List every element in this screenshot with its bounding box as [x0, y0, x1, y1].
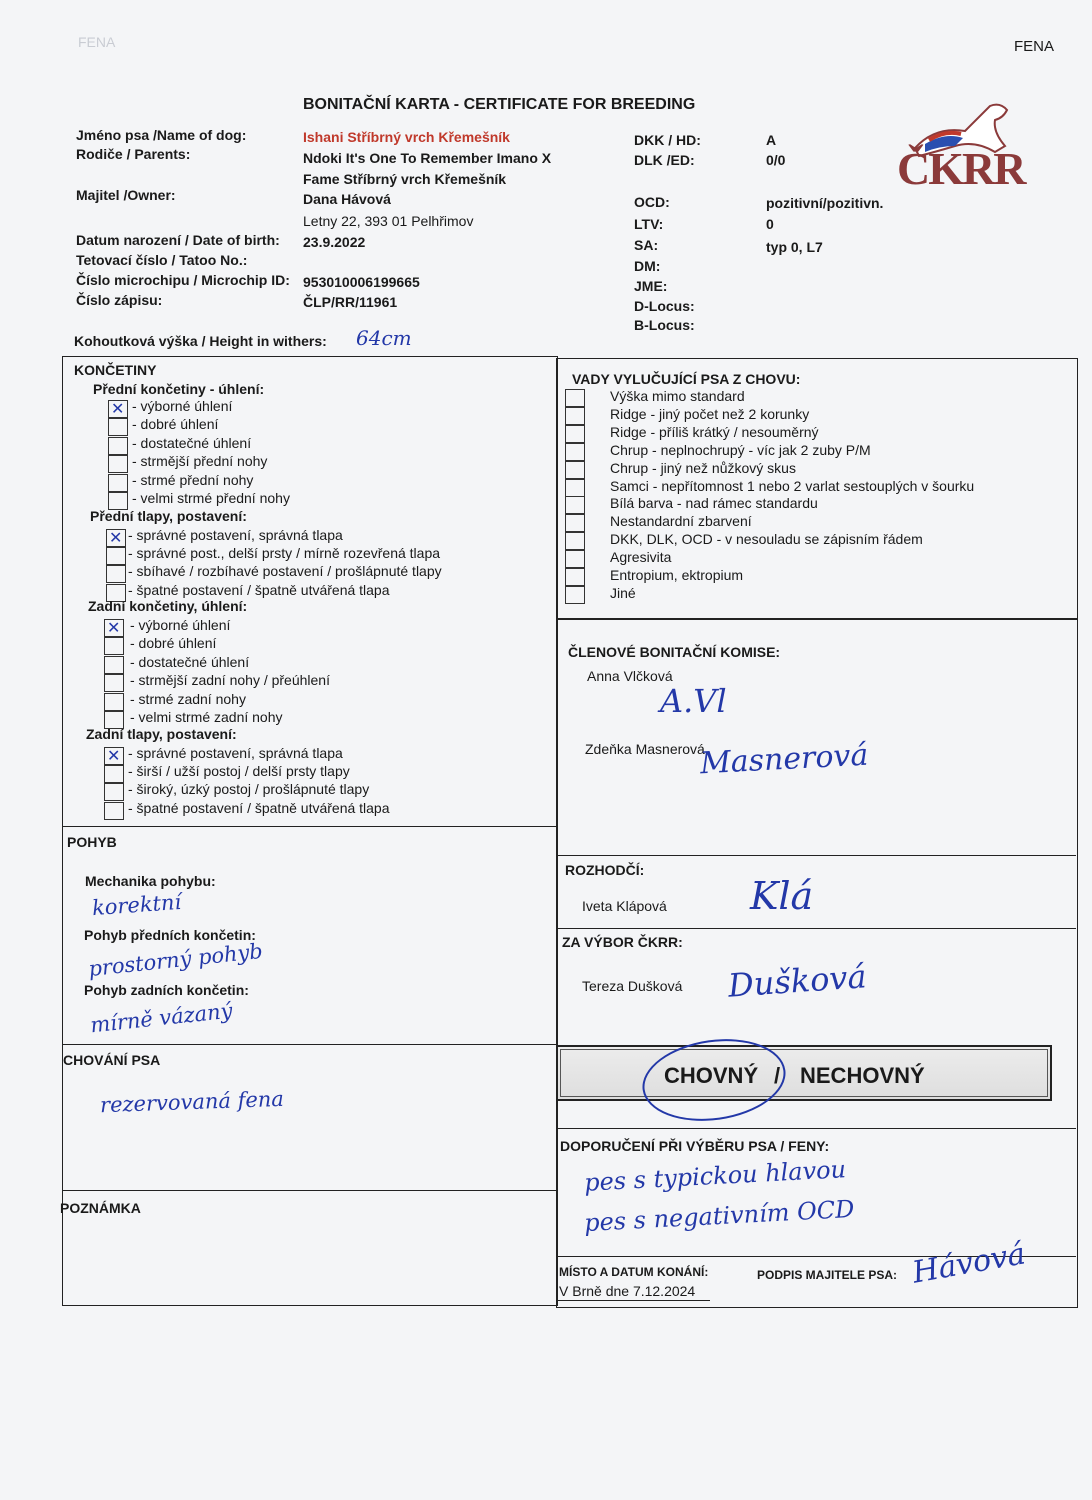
fault-item-6: Bílá barva - nad rámec standardu — [610, 495, 818, 512]
dlocus-label: D-Locus: — [634, 298, 695, 314]
divider-judge — [556, 855, 1076, 856]
divider-note — [62, 1190, 556, 1191]
front-angle-option-3: - strmější přední nohy — [132, 453, 268, 470]
member1-name: Anna Vlčková — [587, 668, 673, 684]
sa-label: SA: — [634, 237, 659, 253]
front-angle-option-4: - strmé přední nohy — [132, 471, 254, 488]
rear-feet-checkbox-2[interactable] — [104, 783, 124, 801]
dkk-value: A — [766, 132, 777, 148]
place-underline — [556, 1300, 710, 1301]
fault-item-7: Nestandardní zbarvení — [610, 513, 752, 530]
check-mark-icon: ✕ — [111, 401, 125, 418]
logo-text: ČKRR — [897, 143, 1025, 194]
check-mark-icon: ✕ — [107, 748, 121, 765]
owner-label: Majitel /Owner: — [76, 187, 176, 203]
owner-name: Dana Hávová — [303, 191, 391, 207]
front-angle-title: Přední končetiny - úhlení: — [93, 381, 265, 397]
fault-checkbox-10[interactable] — [565, 568, 585, 586]
rear-angle-option-5: - velmi strmé zadní nohy — [130, 709, 283, 725]
front-angle-checkbox-2[interactable] — [108, 437, 128, 455]
judge-signature: Klá — [750, 874, 814, 918]
front-feet-option-1: - správné post., delší prsty / mírně rozevřená tlapa — [128, 545, 441, 562]
mechanics-value: korektní — [91, 889, 182, 921]
birth-date: 23.9.2022 — [303, 234, 366, 250]
dam-name: Fame Stříbrný vrch Křemešník — [303, 171, 507, 187]
divider-behavior — [62, 1044, 556, 1045]
fault-checkbox-0[interactable] — [565, 389, 585, 407]
front-feet-checkbox-1[interactable] — [106, 547, 126, 565]
jme-label: JME: — [634, 278, 668, 294]
name-label: Jméno psa /Name of dog: — [76, 127, 247, 143]
rear-feet-checkbox-1[interactable] — [104, 765, 124, 783]
divider-ckrr — [556, 928, 1076, 929]
ckrr-heading: ZA VÝBOR ČKRR: — [562, 934, 683, 950]
verdict-separator: / — [774, 1063, 781, 1088]
place-value: V Brně dne 7.12.2024 — [559, 1283, 696, 1299]
rear-angle-option-2: - dostatečné úhlení — [130, 653, 250, 670]
divider-recommend — [556, 1128, 1076, 1129]
rear-angle-checkbox-0[interactable] — [104, 619, 124, 637]
fault-item-1: Ridge - jiný počet než 2 korunky — [610, 405, 810, 422]
front-movement-label: Pohyb předních končetin: — [84, 927, 256, 943]
dlk-value: 0/0 — [766, 152, 786, 168]
dkk-label: DKK / HD: — [634, 132, 701, 148]
rear-movement-label: Pohyb zadních končetin: — [84, 982, 249, 998]
front-angle-option-2: - dostatečné úhlení — [132, 434, 252, 451]
verdict-breeding: CHOVNÝ — [664, 1063, 759, 1088]
fault-item-4: Chrup - jiný než nůžkový skus — [610, 459, 796, 476]
fault-checkbox-4[interactable] — [565, 461, 585, 479]
front-feet-option-2: - sbíhavé / rozbíhavé postavení / prošlápnuté tlapy — [128, 563, 442, 580]
rear-feet-option-2: - široký, úzký postoj / prošlápnuté tlapy — [128, 781, 370, 798]
birth-label: Datum narození / Date of birth: — [76, 232, 280, 248]
divider-pohyb — [62, 826, 556, 827]
dog-name: Ishani Stříbrný vrch Křemešník — [303, 129, 510, 145]
front-feet-option-3: - špatné postavení / špatně utvářená tlapa — [128, 581, 390, 598]
dm-label: DM: — [634, 258, 661, 274]
limbs-heading: KONČETINY — [74, 362, 157, 378]
chip-label: Číslo microchipu / Microchip ID: — [76, 272, 290, 288]
rear-angle-option-0: - výborné úhlení — [130, 617, 231, 633]
place-label: MÍSTO A DATUM KONÁNÍ: — [559, 1265, 709, 1279]
rear-angle-option-3: - strmější zadní nohy / přeúhlení — [130, 672, 330, 689]
fault-item-2: Ridge - příliš krátký / nesouměrný — [610, 423, 819, 440]
fault-checkbox-11[interactable] — [565, 586, 585, 604]
rear-feet-title: Zadní tlapy, postavení: — [86, 726, 237, 742]
front-feet-option-0: - správné postavení, správná tlapa — [128, 527, 343, 543]
ckrr-logo — [895, 96, 1035, 200]
fault-item-0: Výška mimo standard — [610, 388, 745, 404]
front-angle-option-5: - velmi strmé přední nohy — [132, 490, 290, 506]
front-angle-checkbox-0[interactable] — [108, 400, 128, 418]
rear-feet-checkbox-0[interactable] — [104, 747, 124, 765]
page-title: BONITAČNÍ KARTA - CERTIFICATE FOR BREEDING — [303, 96, 696, 113]
front-movement-value: prostorný pohyb — [87, 938, 264, 982]
fault-checkbox-3[interactable] — [565, 443, 585, 461]
rear-angle-checkbox-3[interactable] — [104, 674, 124, 692]
ltv-label: LTV: — [634, 216, 664, 232]
recommend-heading: DOPORUČENÍ PŘI VÝBĚRU PSA / FENY: — [560, 1138, 830, 1154]
tattoo-label: Tetovací číslo / Tatoo No.: — [76, 252, 248, 268]
fault-item-5: Samci - nepřítomnost 1 nebo 2 varlat sestouplých v šourku — [610, 477, 975, 494]
front-angle-checkbox-4[interactable] — [108, 474, 128, 492]
height-label: Kohoutková výška / Height in withers: — [74, 333, 327, 349]
reg-label: Číslo zápisu: — [76, 292, 163, 308]
front-angle-option-0: - výborné úhlení — [132, 398, 233, 414]
ghost-text: FENA — [78, 34, 116, 50]
fault-checkbox-5[interactable] — [565, 479, 585, 497]
front-feet-checkbox-2[interactable] — [106, 565, 126, 583]
behavior-value: rezervovaná fena — [99, 1086, 285, 1118]
ckrr-signature: Dušková — [726, 957, 868, 1005]
rear-angle-checkbox-1[interactable] — [104, 637, 124, 655]
commission-heading: ČLENOVÉ BONITAČNÍ KOMISE: — [568, 644, 781, 660]
rear-angle-checkbox-4[interactable] — [104, 693, 124, 711]
check-mark-icon: ✕ — [107, 620, 121, 637]
reg-number: ČLP/RR/11961 — [303, 294, 398, 310]
note-heading: POZNÁMKA — [60, 1200, 141, 1216]
rear-feet-option-0: - správné postavení, správná tlapa — [128, 745, 343, 761]
sa-value: typ 0, L7 — [766, 239, 823, 255]
ocd-label: OCD: — [634, 194, 670, 210]
fault-checkbox-1[interactable] — [565, 407, 585, 425]
sire-name: Ndoki It's One To Remember Imano X — [303, 150, 552, 166]
front-angle-option-1: - dobré úhlení — [132, 416, 219, 433]
height-value: 64cm — [356, 326, 412, 350]
fault-checkbox-2[interactable] — [565, 425, 585, 443]
blocus-label: B-Locus: — [634, 317, 695, 333]
ckrr-name: Tereza Dušková — [582, 978, 683, 994]
faults-heading: VADY VYLUČUJÍCÍ PSA Z CHOVU: — [572, 371, 801, 387]
fault-checkbox-7[interactable] — [565, 514, 585, 532]
rear-angle-option-1: - dobré úhlení — [130, 635, 217, 652]
member1-signature: A.Vl — [660, 682, 727, 720]
front-feet-title: Přední tlapy, postavení: — [90, 508, 247, 524]
ltv-value: 0 — [766, 216, 774, 232]
front-feet-checkbox-0[interactable] — [106, 529, 126, 547]
fault-item-3: Chrup - neplnochrupý - víc jak 2 zuby P/M — [610, 441, 871, 458]
rear-angle-option-4: - strmé zadní nohy — [130, 690, 246, 707]
judge-name: Iveta Klápová — [582, 898, 667, 914]
ocd-value: pozitivní/pozitivn. — [766, 195, 884, 211]
check-mark-icon: ✕ — [109, 530, 123, 547]
rear-angle-title: Zadní končetiny, úhlení: — [88, 598, 248, 614]
fault-item-8: DKK, DLK, OCD - v nesouladu se zápisním řádem — [610, 531, 923, 548]
movement-heading: POHYB — [67, 834, 117, 850]
verdict-not-breeding: NECHOVNÝ — [800, 1063, 925, 1088]
fault-item-11: Jiné — [610, 584, 636, 601]
rear-movement-value: mírně vázaný — [89, 998, 234, 1038]
rear-feet-checkbox-3[interactable] — [104, 802, 124, 820]
fault-checkbox-8[interactable] — [565, 532, 585, 550]
recommend-line2: pes s negativním OCD — [583, 1194, 856, 1238]
owner-signature: Hávová — [909, 1236, 1029, 1291]
owner-sign-label: PODPIS MAJITELE PSA: — [757, 1268, 898, 1282]
rear-angle-checkbox-2[interactable] — [104, 656, 124, 674]
judge-heading: ROZHODČÍ: — [565, 862, 645, 878]
dlk-label: DLK /ED: — [634, 152, 695, 168]
member2-signature: Masnerová — [699, 737, 870, 782]
fault-item-9: Agresivita — [610, 549, 672, 566]
front-angle-checkbox-1[interactable] — [108, 418, 128, 436]
recommend-line1: pes s typickou hlavou — [583, 1155, 847, 1197]
rear-feet-option-1: - širší / užší postoj / delší prsty tlapy — [128, 763, 350, 780]
fault-checkbox-6[interactable] — [565, 496, 585, 514]
member2-name: Zdeňka Masnerová — [585, 741, 705, 757]
owner-address: Letny 22, 393 01 Pelhřimov — [303, 213, 474, 229]
verdict-box — [556, 1045, 1052, 1101]
front-angle-checkbox-3[interactable] — [108, 455, 128, 473]
fault-checkbox-9[interactable] — [565, 550, 585, 568]
parents-label: Rodiče / Parents: — [76, 146, 191, 162]
mechanics-label: Mechanika pohybu: — [85, 873, 216, 889]
behavior-heading: CHOVÁNÍ PSA — [63, 1052, 161, 1068]
rear-feet-option-3: - špatné postavení / špatně utvářená tlapa — [128, 799, 390, 816]
fault-item-10: Entropium, ektropium — [610, 567, 744, 583]
top-right-label: FENA — [1014, 38, 1055, 55]
chip-number: 953010006199665 — [303, 274, 420, 290]
